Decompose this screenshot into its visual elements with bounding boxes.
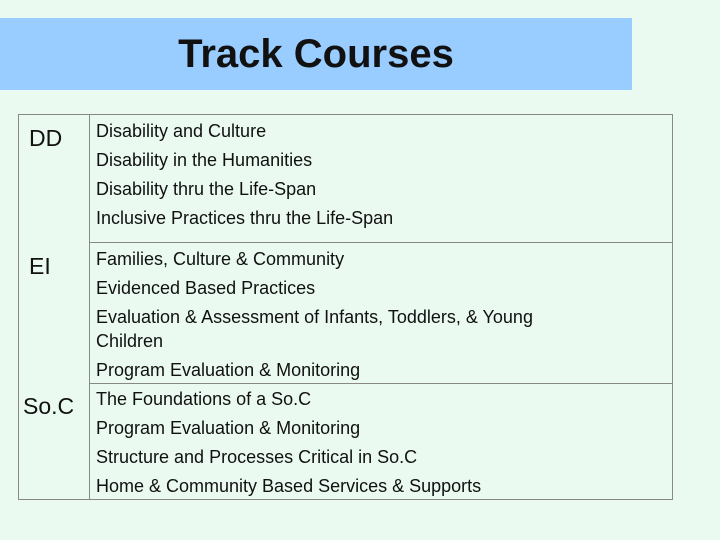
course-list bbox=[96, 245, 592, 385]
course-item: The Foundations of a So.C bbox=[96, 389, 312, 409]
course-item: Evidenced Based Practices bbox=[96, 278, 316, 298]
course-list bbox=[96, 117, 592, 233]
slide-title: Track Courses bbox=[178, 32, 454, 76]
course-item: Program Evaluation & Monitoring bbox=[96, 360, 361, 380]
course-item: Evaluation & Assessment of Infants, Toddlers, & Young Children bbox=[96, 307, 533, 351]
course-item: Disability thru the Life-Span bbox=[96, 179, 317, 199]
course-item: Disability in the Humanities bbox=[96, 150, 313, 170]
course-item: Program Evaluation & Monitoring bbox=[96, 418, 361, 438]
track-label: EI bbox=[29, 253, 51, 279]
track-label: So.C bbox=[23, 393, 75, 419]
track-row-dd bbox=[19, 115, 672, 243]
course-item: Inclusive Practices thru the Life-Span bbox=[96, 208, 394, 228]
track-row-soc bbox=[19, 384, 672, 500]
track-row-ei bbox=[19, 243, 672, 384]
course-item: Home & Community Based Services & Supports bbox=[96, 476, 482, 496]
track-courses-table bbox=[18, 114, 673, 500]
title-banner bbox=[0, 18, 632, 90]
course-item: Structure and Processes Critical in So.C bbox=[96, 447, 418, 467]
course-item: Families, Culture & Community bbox=[96, 249, 345, 269]
course-list bbox=[96, 385, 592, 501]
course-item: Disability and Culture bbox=[96, 121, 267, 141]
track-label: DD bbox=[29, 125, 63, 151]
